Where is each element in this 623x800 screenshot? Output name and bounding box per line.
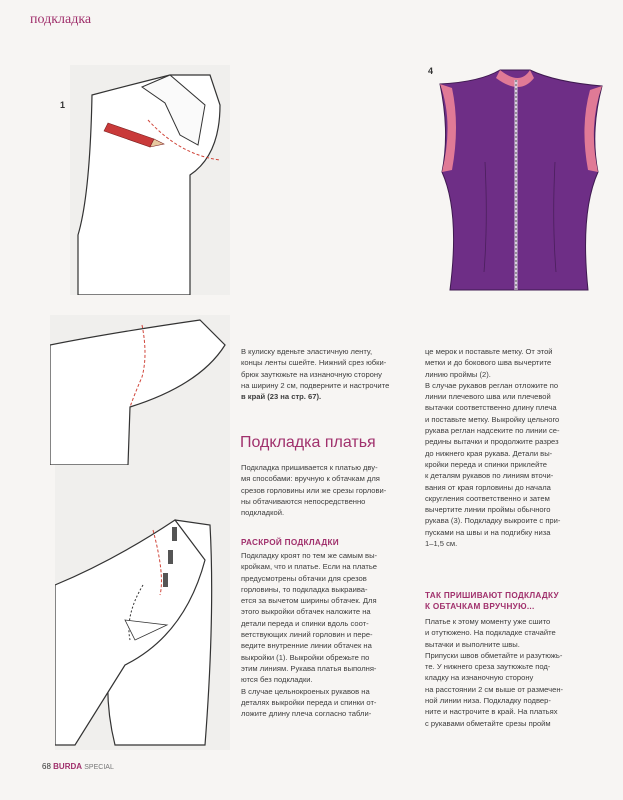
section-title: подкладка: [30, 12, 92, 27]
text-line: линии плечевого шва или плечевой: [425, 392, 551, 402]
text-line: вытачки и выполните швы.: [425, 639, 520, 649]
page-number: 68: [42, 762, 51, 771]
text-line: предусмотрены обтачки для срезов: [241, 573, 367, 583]
figure-2-pattern: [50, 315, 230, 465]
text-line: ны обтачиваются непосредственно: [241, 496, 366, 506]
text-line: этого выкройки обтачек наложите на: [241, 607, 371, 617]
text-line: и отутюжено. На подкладке стачайте: [425, 628, 556, 638]
intro-text-block: [241, 346, 409, 402]
subheading-line: К ОБТАЧКАМ ВРУЧНУЮ...: [425, 602, 535, 612]
subheading-line: ТАК ПРИШИВАЮТ ПОДКЛАДКУ: [425, 591, 559, 600]
right-column-top: [425, 346, 595, 549]
text-line: кройкам, что и платье. Если на платье: [241, 562, 378, 572]
text-line: В случае рукавов реглан отложите по: [425, 380, 559, 390]
brand-suffix: SPECIAL: [84, 764, 114, 771]
text-line: Подкладка пришивается к платью дву-: [241, 463, 378, 472]
text-line: детали переда и спинки вдоль соот-: [241, 618, 369, 628]
text-line: В случае цельнокроеных рукавов на: [241, 686, 370, 696]
page-footer: [42, 762, 114, 771]
subheading-sewing: [425, 590, 600, 613]
text-line: метки и до бокового шва вычертите: [425, 358, 552, 368]
text-line: срезов горловины или же срезы горлови-: [241, 485, 387, 495]
text-line: линию проймы (2).: [425, 369, 491, 379]
figure-number-1: 1: [60, 100, 66, 110]
text-line: на ширину 2 см, подверните и настрочите: [241, 380, 390, 390]
subheading-cutting: РАСКРОЙ ПОДКЛАДКИ: [241, 538, 339, 547]
figure-4-dress: [430, 62, 610, 297]
text-line: и поставьте метку. Выкройку цельного: [425, 414, 560, 424]
section-heading: Подкладка платья: [240, 434, 376, 451]
text-line: ветствующих линий горловин и пере-: [241, 630, 373, 640]
text-line: брюк заутюжьте на изнаночную сторону: [241, 369, 382, 379]
text-line: ной линии низа. Подкладку подвер-: [425, 696, 551, 706]
sewing-paragraph: [425, 616, 595, 729]
text-line: с рукавами обметайте срезы пройм: [425, 718, 551, 728]
text-line: В кулиску вденьте эластичную ленту,: [241, 347, 373, 356]
text-line: рукава (3). Подкладку выкроите с при-: [425, 516, 561, 526]
text-line: ните и настрочите в край. На платьях: [425, 707, 558, 717]
text-line: подкладкой.: [241, 508, 285, 518]
text-line: пусками на швы и на подгибку низа: [425, 527, 551, 537]
text-line: ются без подкладки.: [241, 675, 313, 685]
text-line: выкройки (1). Выкройки обрежьте по: [241, 652, 370, 662]
text-line: к деталям рукавов по линиям вточи-: [425, 471, 554, 481]
text-line: скругления соответственно и затем: [425, 493, 550, 503]
text-line: вания от края горловины до начала: [425, 482, 551, 492]
text-line: концы ленты сшейте. Нижний срез юбки-: [241, 358, 387, 368]
text-line: це мерок и поставьте метку. От этой: [425, 347, 553, 356]
brand-name: BURDA: [53, 762, 83, 771]
text-line: деталях выкройки переда и спинки от-: [241, 697, 377, 707]
text-line: вычертите линии проймы обычного: [425, 505, 551, 515]
text-line: Подкладку кроят по тем же самым вы-: [241, 551, 378, 560]
text-line: ведите внутренние линии обтачек на: [241, 641, 372, 651]
figure-1-pattern: [70, 65, 230, 295]
text-line: вытачки соответственно длину плеча: [425, 403, 557, 413]
text-line: рукава реглан надсеките по линии се-: [425, 426, 560, 436]
text-line: ется за вычетом ширины обтачек. Для: [241, 596, 377, 606]
text-line: в край (23 на стр. 67).: [241, 392, 322, 402]
text-line: до нижнего края рукава. Детали вы-: [425, 448, 553, 458]
text-line: мя способами: вручную к обтачкам для: [241, 474, 380, 484]
intro-paragraph: [241, 462, 409, 518]
cutting-paragraph: [241, 550, 409, 719]
text-line: те. У нижнего среза заутюжьте под-: [425, 662, 551, 672]
text-line: кладку на изнаночную сторону: [425, 673, 534, 683]
figure-number-4: 4: [428, 66, 434, 76]
text-line: кройки переда и спинки приклейте: [425, 459, 547, 469]
text-line: Платье к этому моменту уже сшито: [425, 617, 551, 626]
text-line: на расстоянии 2 см выше от размечен-: [425, 684, 564, 694]
figure-3-pattern: [55, 465, 230, 750]
text-line: горловины, то подкладка выкраива-: [241, 584, 368, 594]
text-line: 1–1,5 см.: [425, 539, 458, 549]
text-line: ложите длину плеча согласно табли-: [241, 709, 372, 719]
text-line: редины вытачки и продолжите разрез: [425, 437, 559, 447]
text-line: Припуски швов обметайте и разутюжь-: [425, 650, 563, 660]
text-line: этим линиям. Рукава платья выполня-: [241, 663, 377, 673]
